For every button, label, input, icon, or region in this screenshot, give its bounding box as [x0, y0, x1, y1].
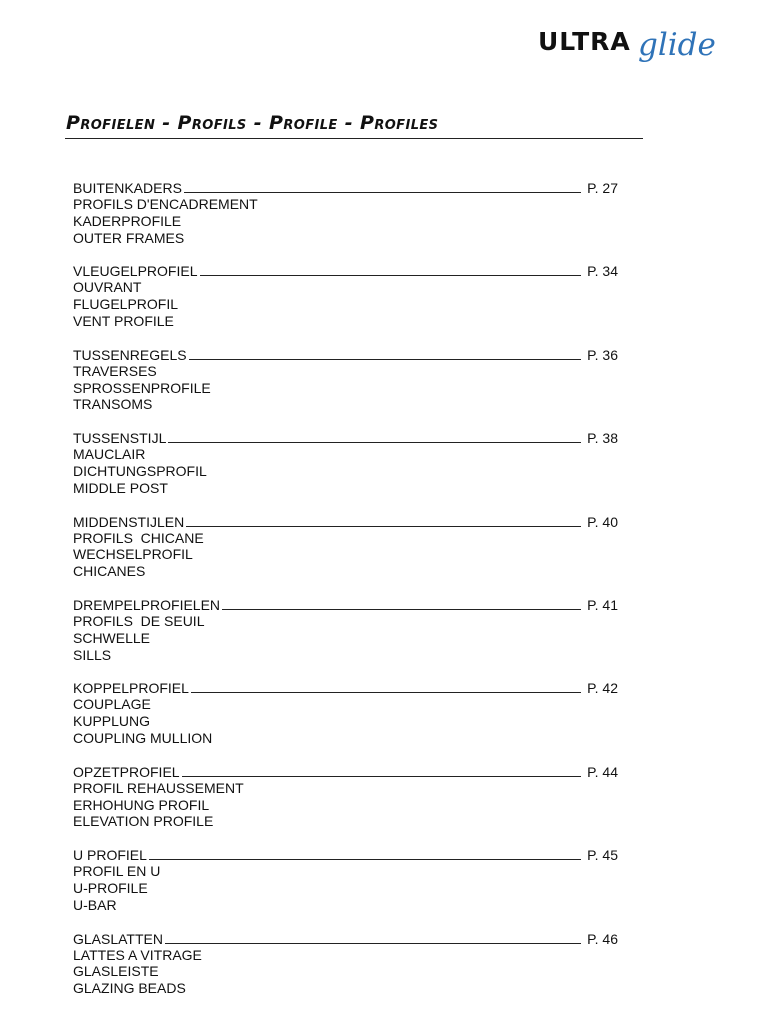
toc-entry-name: VLEUGELPROFIEL — [73, 263, 198, 280]
toc-entry-name: KOPPELPROFIEL — [73, 680, 189, 697]
toc-leader-line — [165, 930, 581, 944]
toc-page-number: P. 42 — [587, 680, 618, 697]
toc-entry-translation: TRAVERSES — [73, 362, 157, 379]
toc-entry — [73, 346, 618, 429]
toc-page-number: P. 45 — [587, 847, 618, 864]
toc-leader-line — [184, 179, 581, 193]
toc-entry-translation: PROFILS CHICANE — [73, 529, 204, 546]
toc-leader-line — [182, 763, 582, 777]
toc-entry-translation: SILLS — [73, 646, 112, 663]
toc-entry — [73, 513, 618, 596]
toc-entry-translation: COUPLING MULLION — [73, 729, 213, 746]
toc-entry-translation: PROFILS D'ENCADREMENT — [73, 196, 258, 212]
toc-entry-translation: OUTER FRAMES — [73, 229, 185, 246]
toc-entry-heading — [73, 846, 618, 863]
toc-entry — [73, 179, 618, 262]
toc-entry-name: BUITENKADERS — [73, 180, 182, 196]
toc-entry — [73, 596, 618, 679]
toc-entry-translation: LATTES A VITRAGE — [73, 946, 202, 963]
toc-entry-translation: ELEVATION PROFILE — [73, 813, 214, 830]
toc-entry — [73, 679, 618, 762]
toc-entry-translation: ERHOHUNG PROFIL — [73, 796, 210, 813]
toc-entry-name: TUSSENREGELS — [73, 346, 187, 363]
toc-entry-name: OPZETPROFIEL — [73, 763, 180, 780]
toc-entry-translation: GLAZING BEADS — [73, 980, 186, 997]
toc-page-number: P. 38 — [587, 430, 618, 447]
toc-leader-line — [222, 596, 581, 610]
toc-entry-name: U PROFIEL — [73, 847, 147, 864]
toc-entry-translation: U-BAR — [73, 896, 117, 913]
toc-entry-translation: PROFIL REHAUSSEMENT — [73, 779, 244, 796]
toc-entry — [73, 763, 618, 846]
toc-page-number: P. 44 — [587, 763, 618, 780]
logo-glide-text: glide — [638, 27, 716, 63]
table-of-contents — [73, 179, 618, 1013]
toc-entry-translation: SPROSSENPROFILE — [73, 379, 211, 396]
page-title: Profielen - Profils - Profile - Profiles — [66, 112, 439, 134]
toc-entry-translation: DICHTUNGSPROFIL — [73, 462, 207, 479]
toc-leader-line — [189, 346, 582, 360]
toc-entry-heading — [73, 179, 618, 196]
toc-entry-translation: PROFILS DE SEUIL — [73, 612, 205, 629]
toc-entry-heading — [73, 930, 618, 947]
toc-entry-translation: WECHSELPROFIL — [73, 546, 193, 563]
toc-entry-heading — [73, 596, 618, 613]
toc-leader-line — [186, 513, 581, 527]
toc-leader-line — [191, 679, 581, 693]
toc-entry — [73, 262, 618, 345]
toc-entry-translation: MIDDLE POST — [73, 479, 168, 496]
toc-entry-translation: VENT PROFILE — [73, 312, 174, 329]
toc-entry-translation: MAUCLAIR — [73, 446, 146, 463]
toc-entry-heading — [73, 346, 618, 363]
logo-ultra-text: ULTRA — [538, 27, 631, 56]
toc-page-number: P. 36 — [587, 346, 618, 363]
toc-entry-translation: GLASLEISTE — [73, 963, 159, 980]
toc-page-number: P. 46 — [587, 930, 618, 947]
toc-leader-line — [168, 429, 581, 443]
toc-entry-name: TUSSENSTIJL — [73, 430, 167, 447]
toc-leader-line — [149, 846, 581, 860]
toc-entry-translation: COUPLAGE — [73, 696, 151, 713]
toc-entry-translation: CHICANES — [73, 563, 146, 580]
toc-entry-translation: FLUGELPROFIL — [73, 296, 179, 313]
toc-entry-heading — [73, 513, 618, 530]
title-underline — [65, 138, 643, 139]
toc-entry-translation: SCHWELLE — [73, 629, 151, 646]
toc-entry-heading — [73, 679, 618, 696]
toc-page-number: P. 40 — [587, 513, 618, 530]
toc-entry-translation: KUPPLUNG — [73, 713, 151, 730]
toc-entry — [73, 429, 618, 512]
toc-entry-heading — [73, 262, 618, 279]
toc-entry-translation: PROFIL EN U — [73, 863, 161, 880]
toc-entry-translation: TRANSOMS — [73, 396, 153, 413]
toc-entry-translation: KADERPROFILE — [73, 212, 182, 229]
toc-leader-line — [200, 262, 582, 276]
toc-entry-translation: OUVRANT — [73, 279, 142, 296]
toc-entry-heading — [73, 429, 618, 446]
toc-page-number: P. 34 — [587, 263, 618, 280]
ultraglide-logo — [538, 24, 738, 74]
toc-entry-name: MIDDENSTIJLEN — [73, 513, 185, 530]
toc-entry-translation: U-PROFILE — [73, 879, 148, 896]
toc-entry-name: GLASLATTEN — [73, 930, 163, 947]
toc-page-number: P. 27 — [587, 180, 618, 196]
toc-page-number: P. 41 — [587, 596, 618, 613]
toc-entry — [73, 846, 618, 929]
toc-entry-name: DREMPELPROFIELEN — [73, 596, 221, 613]
toc-entry-heading — [73, 763, 618, 780]
toc-entry — [73, 930, 618, 1013]
